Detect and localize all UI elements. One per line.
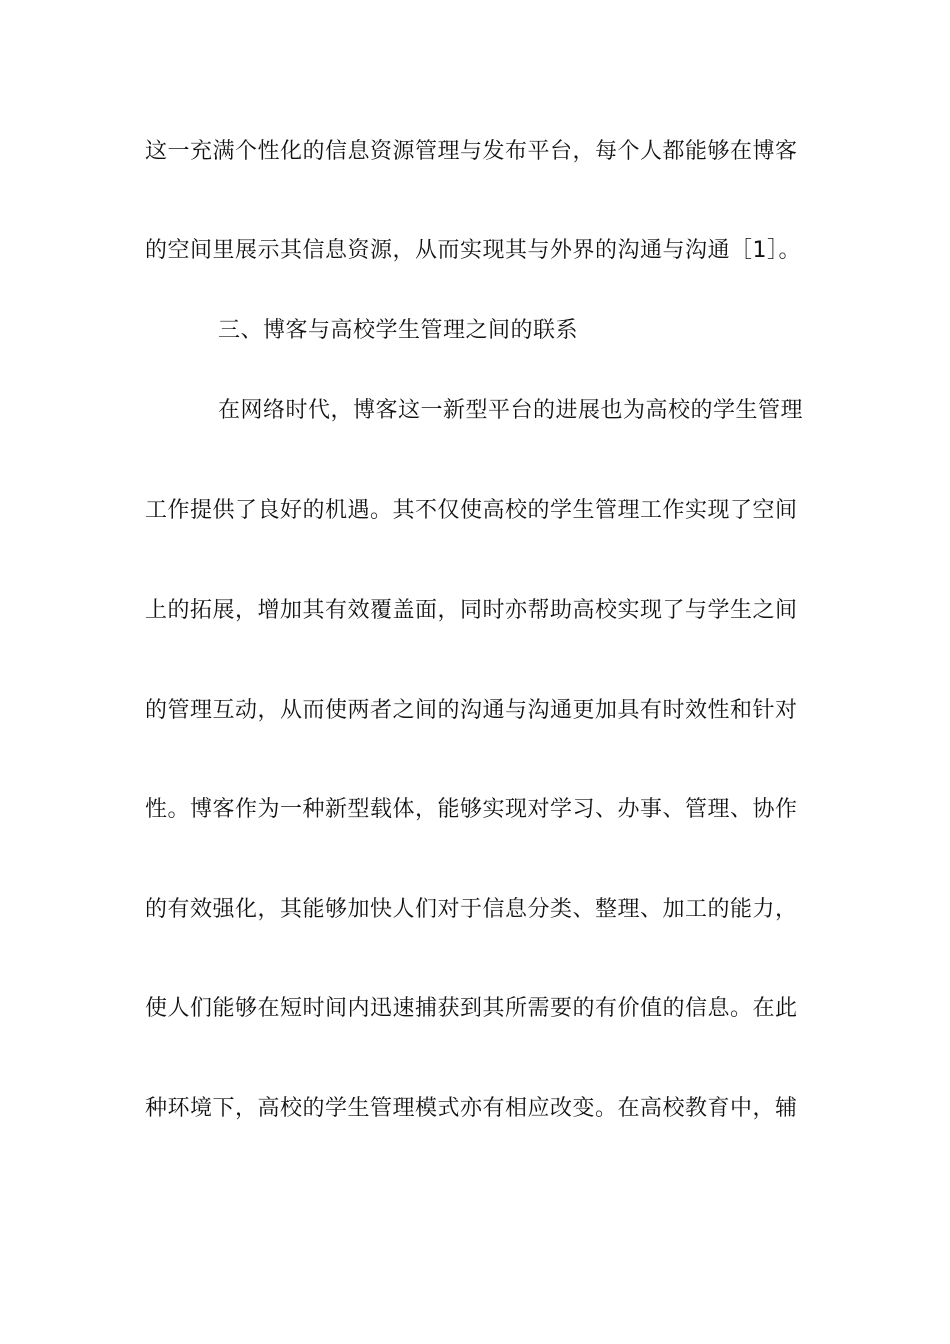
paragraph-line: 种环境下，高校的学生管理模式亦有相应改变。在高校教育中，辅 — [145, 1096, 798, 1121]
paragraph-line: 的管理互动，从而使两者之间的沟通与沟通更加具有时效性和针对 — [145, 698, 798, 723]
paragraph-line: 上的拓展，增加其有效覆盖面，同时亦帮助高校实现了与学生之间 — [145, 598, 798, 623]
paragraph-line: 的空间里展示其信息资源，从而实现其与外界的沟通与沟通［1］。 — [145, 238, 801, 263]
paragraph-line: 这一充满个性化的信息资源管理与发布平台，每个人都能够在博客 — [145, 139, 798, 164]
paragraph-line: 在网络时代，博客这一新型平台的进展也为高校的学生管理 — [218, 398, 804, 423]
paragraph-line: 使人们能够在短时间内迅速捕获到其所需要的有价值的信息。在此 — [145, 996, 798, 1021]
paragraph-line: 的有效强化，其能够加快人们对于信息分类、整理、加工的能力， — [145, 897, 798, 922]
section-heading: 三、博客与高校学生管理之间的联系 — [218, 318, 579, 343]
paragraph-line: 性。博客作为一种新型载体，能够实现对学习、办事、管理、协作 — [145, 797, 798, 822]
paragraph-line: 工作提供了良好的机遇。其不仅使高校的学生管理工作实现了空间 — [145, 498, 798, 523]
